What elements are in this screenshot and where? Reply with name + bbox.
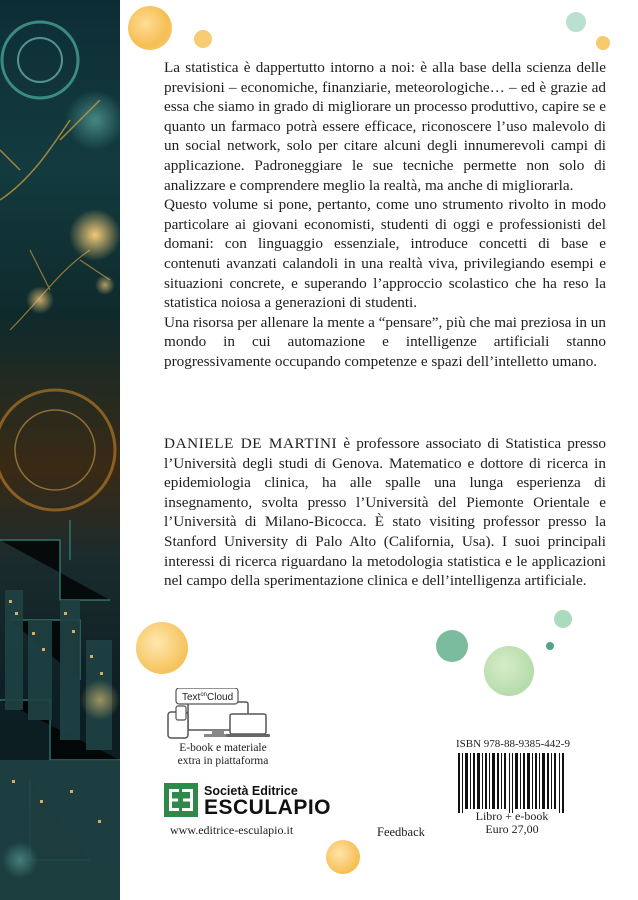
decorative-bubble <box>554 610 572 628</box>
decorative-bubble <box>546 642 554 650</box>
price-block <box>456 810 568 836</box>
circuit-artwork <box>0 0 120 900</box>
cover-artwork-strip <box>0 0 120 900</box>
feedback-label[interactable]: Feedback <box>377 825 425 839</box>
esculapio-logo-icon <box>166 785 196 815</box>
publisher-logo <box>164 783 340 819</box>
decorative-bubble <box>136 622 188 674</box>
textcloud-caption-line: extra in piattaforma <box>177 755 269 767</box>
devices-icon <box>164 688 274 740</box>
author-name: DANIELE DE MARTINI <box>164 435 338 452</box>
isbn-block <box>456 738 568 813</box>
decorative-bubble <box>484 646 534 696</box>
decorative-bubble <box>326 840 360 874</box>
isbn-text: ISBN 978-88-9385-442-9 <box>456 738 570 750</box>
barcode-icon <box>456 753 568 813</box>
textcloud-caption <box>158 742 288 768</box>
publisher-name-line2: ESCULAPIO <box>204 796 332 819</box>
textcloud-logo <box>164 688 274 740</box>
decorative-bubble <box>436 630 468 662</box>
decorative-bubble <box>194 30 212 48</box>
textcloud-logo-text: Text$^{on}$Cloud <box>182 692 234 703</box>
decorative-bubble <box>596 36 610 50</box>
decorative-bubble <box>566 12 586 32</box>
price-format: Libro + e-book <box>475 809 549 823</box>
author-bio-text: è professore associato di Statistica presso l’Università degli studi di Genova. Matematico e dottore di ricerca in epidemiologia clinica, ha alle spalle una lunga esperienza di insegnamento, svolta presso l’Università del Piemonte Orientale e l’Università di Milano-Bicocca. È stato visiting professor presso la Stanford University di Palo Alto (California, Usa). I suoi principali interessi di ricerca riguardano la metodologia statistica e le applicazioni nel campo della sperimentazione clinica e dell’intelligenza artificiale. <box>164 435 607 590</box>
back-cover-blurb <box>164 58 606 372</box>
blurb-paragraph: Questo volume si pone, pertanto, come uno strumento rivolto in modo particolare ai giovani economisti, studenti di oggi e professionisti del domani: con linguaggio essenziale, introduce concetti di base e contenuti avanzati calandoli in una realtà viva, privilegiando esempi e situazioni concrete, e superando l’approccio scolastico che ha reso la statistica noiosa a generazioni di studenti. <box>164 196 606 312</box>
publisher-website[interactable]: www.editrice-esculapio.it <box>170 823 294 837</box>
author-bio <box>164 434 606 591</box>
blurb-paragraph: La statistica è dappertutto intorno a noi: è alla base della scienza delle previsioni – economiche, finanziarie, meteorologiche… – ed è grazie ad essa che siamo in grado di migliorare un processo produttivo, capire se e quanto un farmaco potrà essere efficace, riconoscere l’uso malevolo di un social network, solo per citare alcuni degli innumerevoli campi di applicazione. Padroneggiare le sue tecniche permette non solo di analizzare e comprendere meglio la realtà, ma anche di migliorarla. <box>164 59 606 194</box>
publisher-name-line1: Società Editrice <box>204 784 298 798</box>
price-amount: Euro 27,00 <box>485 822 539 836</box>
publisher-logo-mark <box>164 783 198 817</box>
textcloud-caption-line: E-book e materiale <box>179 742 267 754</box>
blurb-paragraph: Una risorsa per allenare la mente a “pensare”, più che mai preziosa in un mondo in cui automazione e intelligenze artificiali stanno progressivamente occupando competenze e spazi dell’intelletto umano. <box>164 313 606 370</box>
decorative-bubble <box>128 6 172 50</box>
